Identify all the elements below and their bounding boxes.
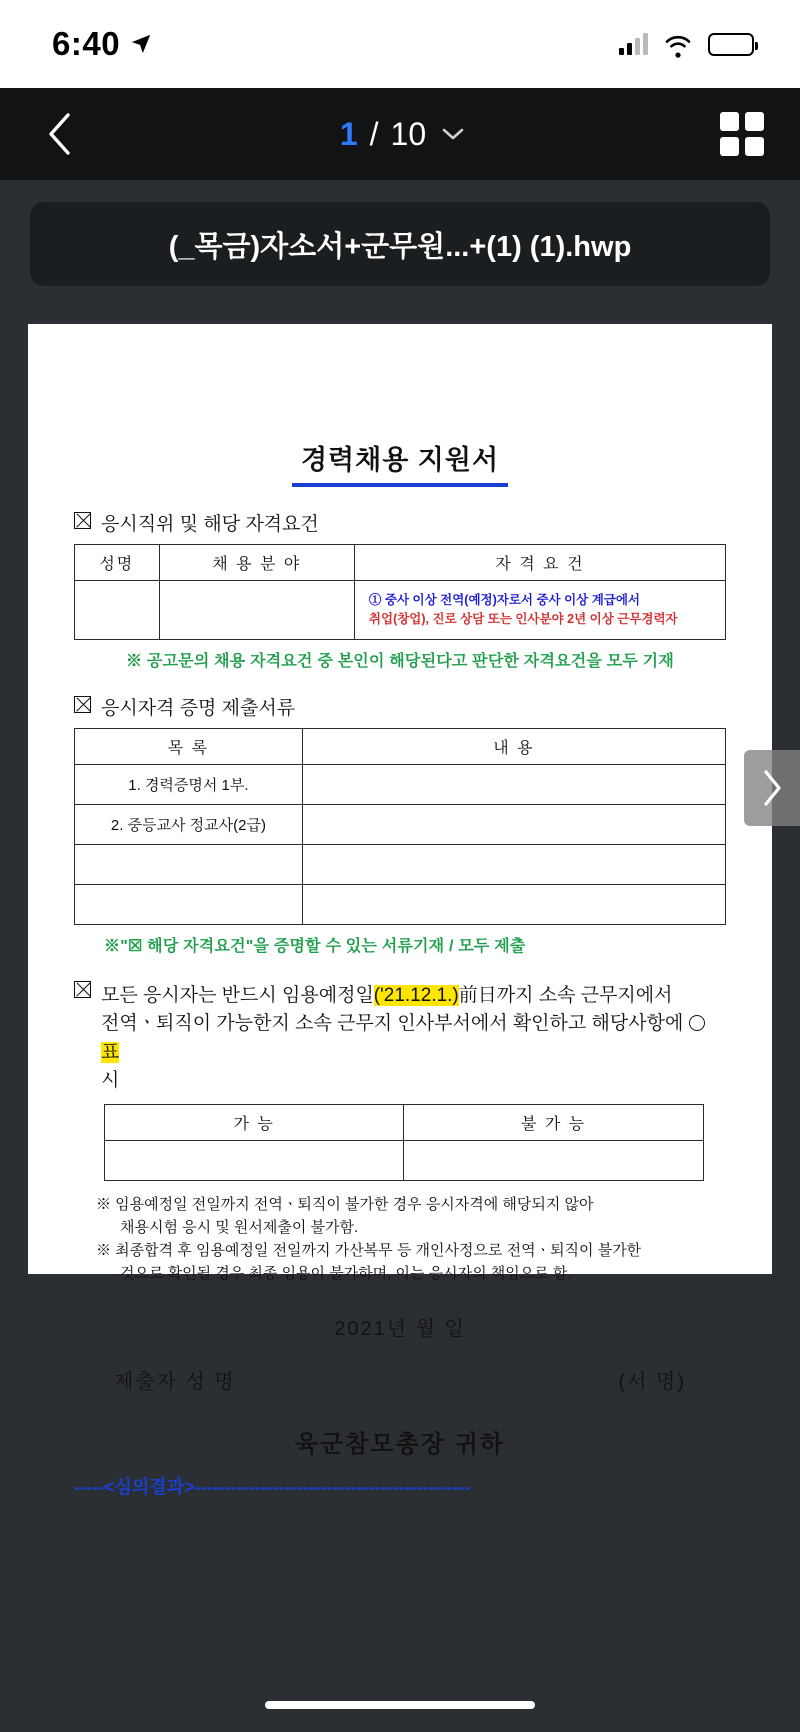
signature-label: (서 명) (618, 1370, 686, 1393)
section-3-text-part2: 前日까지 소속 근무지에서 (458, 984, 673, 1006)
th-name: 성명 (75, 545, 160, 581)
th-not-possible: 불 가 능 (404, 1104, 703, 1140)
cell-content (302, 884, 725, 924)
viewer-nav-bar (0, 88, 800, 180)
section-1-heading (74, 509, 726, 536)
document-addressee: 육군참모총장 귀하 (294, 1430, 506, 1458)
circle-mark-icon (689, 1015, 705, 1031)
cell-content (302, 844, 725, 884)
title-underline (292, 483, 508, 487)
document-date: 2021년 월 일 (334, 1317, 466, 1340)
section-3-text-part1: 모든 응시자는 반드시 임용예정일 (101, 984, 374, 1006)
chevron-left-icon (46, 111, 74, 157)
qualification-note-line1: ① 중사 이상 전역(예정)자로서 중사 이상 계급에서 (368, 593, 641, 607)
back-button[interactable] (36, 110, 84, 158)
section-3-text (101, 982, 726, 1096)
footnote-2-line-1: ※ 최종합격 후 임용예정일 전일까지 가산복무 등 개인사정으로 전역ㆍ퇴직이 불가한 (96, 1242, 642, 1259)
cell-list-item: 1. 경력증명서 1부. (75, 764, 303, 804)
section-3-line2: 전역ㆍ퇴직이 가능한지 소속 근무지 인사부서에서 확인하고 해당사항에 (101, 1013, 684, 1034)
th-qualification: 자 격 요 건 (354, 545, 725, 581)
grid-view-icon[interactable] (720, 112, 764, 156)
status-left (52, 25, 152, 63)
location-arrow-icon (130, 33, 152, 55)
table-row (75, 804, 726, 844)
home-indicator-area (0, 1678, 800, 1732)
cell-field (159, 581, 354, 640)
th-list: 목 록 (75, 728, 303, 764)
file-bar-wrapper (0, 180, 800, 286)
cell-content (302, 804, 725, 844)
table-header-row (75, 545, 726, 581)
page-separator: / (369, 115, 379, 152)
current-page-number: 1 (339, 115, 358, 152)
cellular-bars-icon (619, 33, 648, 55)
section-3-line3: 시 (101, 1070, 120, 1091)
document-page (28, 324, 772, 1497)
section-3-footnotes (74, 1193, 726, 1286)
review-result-line: -----<심의결과>---------------------------------------------- (74, 1476, 471, 1497)
table-row (75, 884, 726, 924)
document-title: 경력채용 지원서 (300, 445, 500, 475)
cell-qualification (354, 581, 725, 640)
chevron-right-icon (760, 768, 784, 808)
highlighted-date: ('21.12.1.) (373, 984, 459, 1006)
submitter-label: 제출자 성 명 (114, 1370, 236, 1393)
th-possible: 가 능 (105, 1104, 404, 1140)
home-indicator[interactable] (265, 1701, 535, 1709)
chevron-down-icon (442, 127, 464, 141)
table-row (75, 581, 726, 640)
wifi-icon (662, 32, 694, 56)
battery-icon (708, 33, 754, 56)
document-area[interactable] (0, 286, 800, 1678)
submitter-row (74, 1365, 726, 1394)
table-row (105, 1140, 704, 1180)
total-page-number: 10 (390, 115, 427, 152)
cell-list-item (75, 844, 303, 884)
cell-name (75, 581, 160, 640)
table-row (75, 764, 726, 804)
cell-list-item (75, 884, 303, 924)
section-3-heading (74, 978, 726, 1096)
checked-box-icon (74, 512, 91, 529)
footnote-1-line-1: ※ 임용예정일 전일까지 전역ㆍ퇴직이 불가한 경우 응시자격에 해당되지 않아 (96, 1195, 594, 1213)
status-time: 6:40 (52, 25, 121, 62)
cell-not-possible (404, 1140, 703, 1180)
cell-list-item: 2. 중등교사 정교사(2급) (75, 804, 303, 844)
qualification-note-line2: 취업(창업), 진로 상담 또는 인사분야 2년 이상 근무경력자 (368, 611, 678, 626)
table-header-row (75, 728, 726, 764)
qualification-note (363, 587, 717, 633)
section-3-table (104, 1104, 704, 1181)
checked-box-icon (74, 696, 91, 713)
section-1-heading-text: 응시직위 및 해당 자격요건 (101, 514, 319, 535)
cell-content (302, 764, 725, 804)
section-2-note: ※"☒ 해당 자격요건"을 증명할 수 있는 서류기재 / 모두 제출 (104, 937, 526, 955)
checked-box-icon (74, 981, 91, 998)
table-header-row (105, 1104, 704, 1140)
page-indicator[interactable] (340, 116, 464, 153)
footnote-1-line-2: 채용시험 응시 및 원서제출이 불가함. (120, 1218, 359, 1236)
file-name-bar[interactable]: (_목금)자소서+군무원...+(1) (1).hwp (30, 202, 770, 286)
status-bar (0, 0, 800, 88)
table-row (75, 844, 726, 884)
mark-label: 표 (101, 1041, 120, 1063)
status-right (619, 32, 754, 56)
section-2-table (74, 728, 726, 925)
section-1-table (74, 544, 726, 640)
section-1-note: ※ 공고문의 채용 자격요건 중 본인이 해당된다고 판단한 자격요건을 모두 기재 (126, 652, 674, 670)
section-2-heading-text: 응시자격 증명 제출서류 (101, 697, 296, 719)
cell-possible (105, 1140, 404, 1180)
section-2-heading (74, 693, 726, 720)
footnote-2-line-2: 것으로 확인될 경우 최종 임용이 불가하며, 이는 응시자의 책임으로 함. (120, 1265, 572, 1283)
next-page-button[interactable] (744, 750, 800, 826)
th-content: 내 용 (302, 728, 725, 764)
th-field: 채 용 분 야 (159, 545, 354, 581)
